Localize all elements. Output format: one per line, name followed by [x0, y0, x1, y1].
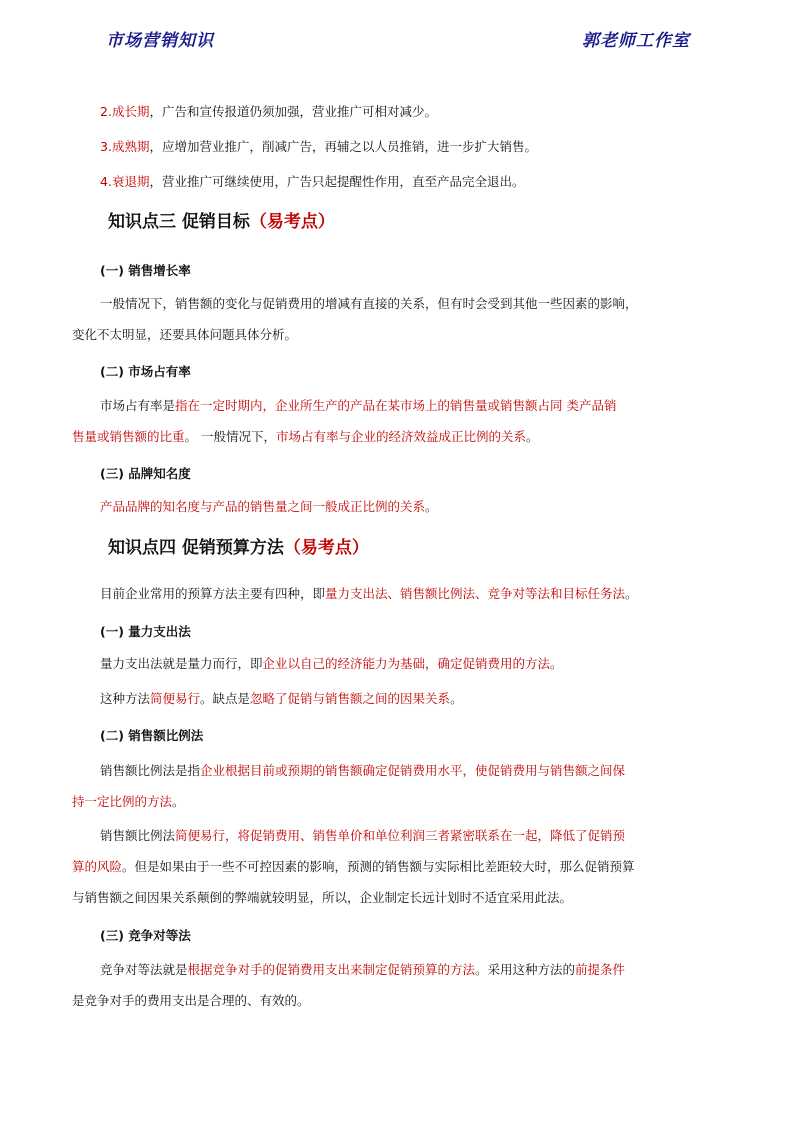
paragraph-line: 是竞争对手的费用支出是合理的、有效的。: [72, 993, 310, 1008]
text-run-highlight: 量力支出法、销售额比例法、竞争对等法和目标任务法: [325, 586, 626, 601]
stage-number: 2.: [100, 104, 112, 119]
text-run: 。: [425, 499, 438, 514]
paragraph-line: [100, 656, 563, 672]
text-run: 竞争对等法就是: [100, 962, 188, 977]
paragraph-line: [100, 962, 625, 978]
text-run-highlight: 根据竞争对手的促销费用支出来制定促销预算的方法: [187, 962, 476, 977]
text-run-highlight: 简便易行，将促销费用、销售单价和单位利润三者紧密联系在一起，降低了促销预: [175, 828, 626, 843]
subheading: (二) 销售额比例法: [100, 728, 204, 743]
text-run: 。 一般情况下，: [184, 429, 276, 444]
paragraph-line: [100, 763, 625, 779]
paragraph-line: [100, 586, 638, 602]
text-run-highlight: 简便易行: [150, 691, 201, 706]
text-run-highlight: 产品品牌的知名度与产品的销售量之间一般成正比例的关系: [100, 499, 426, 514]
text-run: 。缺点是: [200, 691, 251, 706]
text-run: 目前企业常用的预算方法主要有四种，即: [100, 586, 326, 601]
text-run-highlight: 企业以自己的经济能力为基础，确定促销费用的方法: [262, 656, 551, 671]
paragraph-line: [100, 398, 617, 414]
text-run-highlight: 企业根据目前或预期的销售额确定促销费用水平，使促销费用与销售额之间保: [200, 763, 626, 778]
stage-item: [100, 174, 524, 190]
section-title: 知识点三 促销目标: [108, 212, 250, 232]
text-run: 。: [526, 429, 539, 444]
stage-text: ，营业推广可继续使用，广告只起提醒性作用，直至产品完全退出。: [149, 174, 525, 189]
paragraph-line: 与销售额之间因果关系颠倒的弊端就较明显，所以，企业制定长远计划时不适宜采用此法。: [72, 890, 573, 905]
stage-item: [100, 104, 437, 120]
text-run-highlight: 算的风险: [72, 859, 123, 874]
page-header: [0, 26, 794, 50]
stage-name: 衰退期: [111, 174, 150, 189]
paragraph-line: 变化不太明显，还要具体问题具体分析。: [72, 327, 298, 342]
section-tag: （易考点）: [283, 538, 369, 558]
paragraph-line: [72, 859, 635, 875]
text-run-highlight: 售量或销售额的比重: [72, 429, 185, 444]
section-title: 知识点四 促销预算方法: [108, 538, 284, 558]
subheading: (一) 量力支出法: [100, 624, 191, 639]
stage-item: [100, 139, 537, 155]
paragraph-line: [72, 429, 539, 445]
text-run: 。采用这种方法的: [475, 962, 576, 977]
text-run-highlight: 持一定比例的方法: [72, 794, 173, 809]
section-tag: （易考点）: [249, 212, 335, 232]
stage-number: 3.: [100, 139, 112, 154]
section-heading-4: [108, 533, 369, 558]
text-run: 。: [172, 794, 185, 809]
paragraph-line: [72, 794, 185, 810]
paragraph-line: 一般情况下，销售额的变化与促销费用的增减有直接的关系，但有时会受到其他一些因素的影响，: [100, 296, 638, 311]
header-title-right: 郭老师工作室: [582, 31, 690, 51]
header-title-left: 市场营销知识: [106, 31, 214, 51]
text-run: 销售额比例法: [100, 828, 176, 843]
text-run-highlight: 忽略了促销与销售额之间的因果关系: [250, 691, 451, 706]
text-run: 。: [550, 656, 563, 671]
paragraph-line: [100, 691, 463, 707]
subheading: (三) 品牌知名度: [100, 466, 191, 481]
text-run: 。: [625, 586, 638, 601]
subheading: (三) 竞争对等法: [100, 928, 191, 943]
text-run: 销售额比例法是指: [100, 763, 201, 778]
stage-name: 成熟期: [111, 139, 150, 154]
paragraph-line: [100, 499, 438, 515]
stage-text: ，应增加营业推广，削减广告，再辅之以人员推销，进一步扩大销售。: [149, 139, 537, 154]
stage-name: 成长期: [111, 104, 150, 119]
subheading: (一) 销售增长率: [100, 263, 191, 278]
text-run: 市场占有率是: [100, 398, 176, 413]
text-run: 量力支出法就是量力而行，即: [100, 656, 263, 671]
section-heading-3: [108, 207, 335, 232]
text-run-highlight: 前提条件: [575, 962, 626, 977]
text-run: 。: [450, 691, 463, 706]
text-run: 这种方法: [100, 691, 151, 706]
subheading: (二) 市场占有率: [100, 364, 191, 379]
text-run-highlight: 指在一定时期内，企业所生产的产品在某市场上的销售量或销售额占同 类产品销: [175, 398, 617, 413]
text-run-highlight: 市场占有率与企业的经济效益成正比例的关系: [276, 429, 527, 444]
paragraph-line: [100, 828, 625, 844]
stage-number: 4.: [100, 174, 112, 189]
text-run: 。但是如果由于一些不可控因素的影响，预测的销售额与实际相比差距较大时，那么促销预算: [122, 859, 635, 874]
stage-text: ，广告和宣传报道仍须加强，营业推广可相对减少。: [149, 104, 437, 119]
